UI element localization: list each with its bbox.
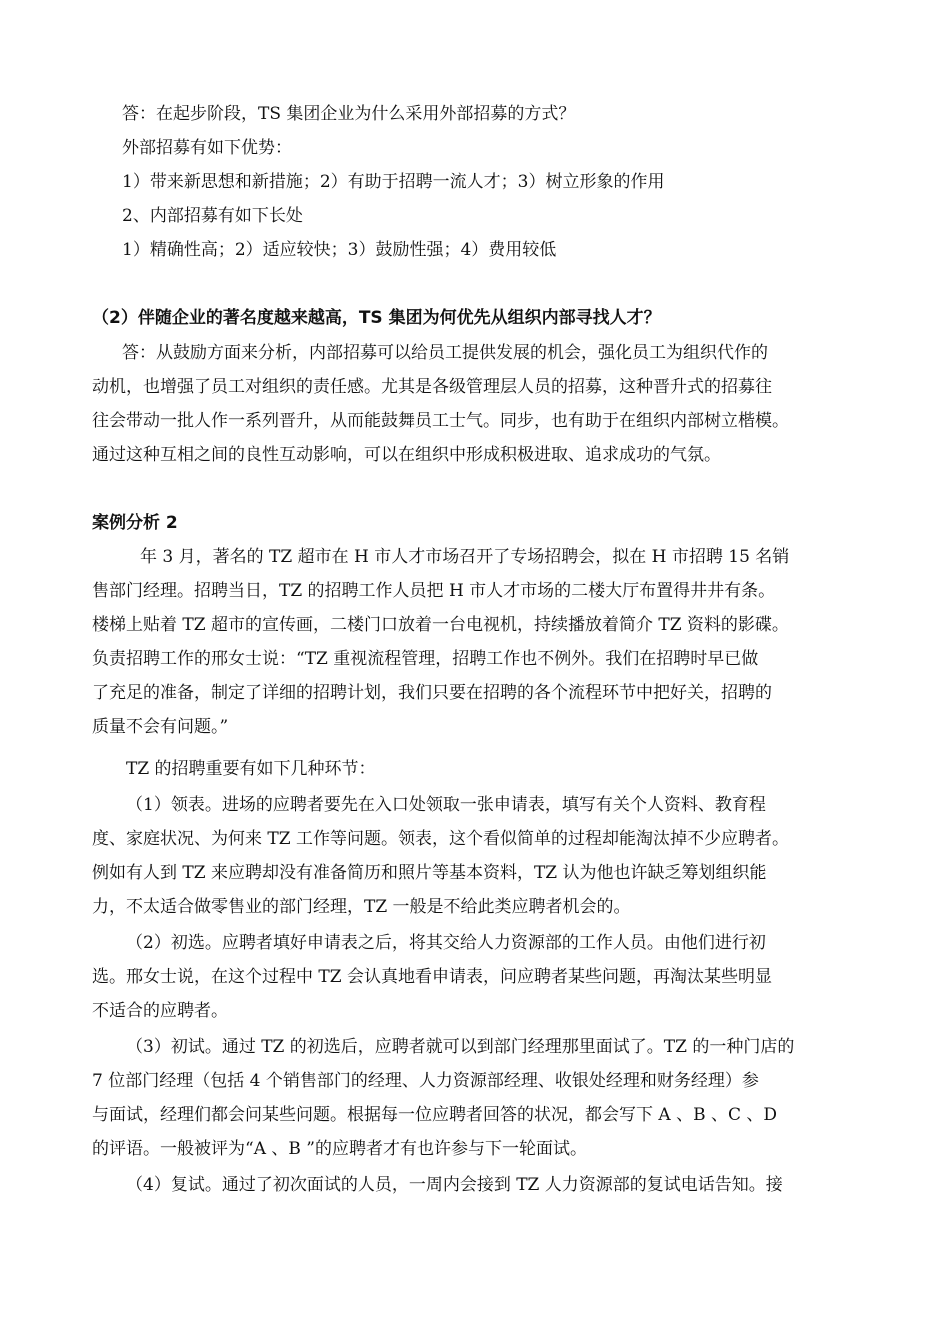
text-line: 与面试，经理们都会问某些问题。根据每一位应聘者回答的状况，都会写下 A 、B 、C 、D <box>92 1105 778 1125</box>
text-line: 度、家庭状况、为何来 TZ 工作等问题。领表，这个看似简单的过程却能淘汰掉不少应聘者。 <box>92 829 789 849</box>
text-line: 力，不太适合做零售业的部门经理，TZ 一般是不给此类应聘者机会的。 <box>92 897 631 917</box>
text-line: 答：在起步阶段，TS 集团企业为什么采用外部招募的方式？ <box>122 104 576 124</box>
text-line: 外部招募有如下优势： <box>122 138 292 158</box>
text-line: 负责招聘工作的邢女士说：“TZ 重视流程管理，招聘工作也不例外。我们在招聘时早已做 <box>92 649 759 669</box>
text-line: 年 3 月，著名的 TZ 超市在 H 市人才市场召开了专场招聘会，拟在 H 市招聘 15 名销 <box>140 547 790 567</box>
text-line: 往会带动一批人作一系列晋升，从而能鼓舞员工士气。同步，也有助于在组织内部树立楷模。 <box>92 411 789 431</box>
text-line: 了充足的准备，制定了详细的招聘计划，我们只要在招聘的各个流程环节中把好关，招聘的 <box>92 683 772 703</box>
text-line: 答：从鼓励方面来分析，内部招募可以给员工提供发展的机会，强化员工为组织代作的 <box>122 343 768 363</box>
text-line: 选。邢女士说，在这个过程中 TZ 会认真地看申请表，问应聘者某些问题，再淘汰某些明显 <box>92 967 772 987</box>
text-line: 7 位部门经理（包括 4 个销售部门的经理、人力资源部经理、收银处经理和财务经理）参 <box>92 1071 759 1091</box>
text-line: 不适合的应聘者。 <box>92 1001 228 1021</box>
text-line: 通过这种互相之间的良性互动影响，可以在组织中形成积极进取、追求成功的气氛。 <box>92 445 721 465</box>
text-line: 动机，也增强了员工对组织的责任感。尤其是各级管理层人员的招募，这种晋升式的招募往 <box>92 377 772 397</box>
text-line: 1）精确性高；2）适应较快；3）鼓励性强；4）费用较低 <box>122 240 557 260</box>
text-line: 楼梯上贴着 TZ 超市的宣传画，二楼门口放着一台电视机，持续播放着简介 TZ 资料的影碟。 <box>92 615 789 635</box>
text-line: 质量不会有问题。” <box>92 717 229 737</box>
text-line: TZ 的招聘重要有如下几种环节： <box>126 759 376 779</box>
text-line: （4）复试。通过了初次面试的人员，一周内会接到 TZ 人力资源部的复试电话告知。接 <box>126 1175 783 1195</box>
text-line: （3）初试。通过 TZ 的初选后，应聘者就可以到部门经理那里面试了。TZ 的一种门店的 <box>126 1037 795 1057</box>
text-line: 2、内部招募有如下长处 <box>122 206 303 226</box>
question-heading: （2）伴随企业的著名度越来越高，TS 集团为何优先从组织内部寻找人才？ <box>92 308 661 328</box>
text-line: 售部门经理。招聘当日，TZ 的招聘工作人员把 H 市人才市场的二楼大厅布置得井井有条。 <box>92 581 776 601</box>
text-line: 1）带来新思想和新措施；2）有助于招聘一流人才；3）树立形象的作用 <box>122 172 665 192</box>
text-line: （1）领表。进场的应聘者要先在入口处领取一张申请表，填写有关个人资料、教育程 <box>126 795 766 815</box>
text-line: 的评语。一般被评为“A 、B ”的应聘者才有也许参与下一轮面试。 <box>92 1139 587 1159</box>
text-line: （2）初选。应聘者填好申请表之后，将其交给人力资源部的工作人员。由他们进行初 <box>126 933 766 953</box>
text-line: 例如有人到 TZ 来应聘却没有准备简历和照片等基本资料，TZ 认为他也许缺乏筹划组织能 <box>92 863 767 883</box>
section-heading: 案例分析 2 <box>92 513 178 533</box>
